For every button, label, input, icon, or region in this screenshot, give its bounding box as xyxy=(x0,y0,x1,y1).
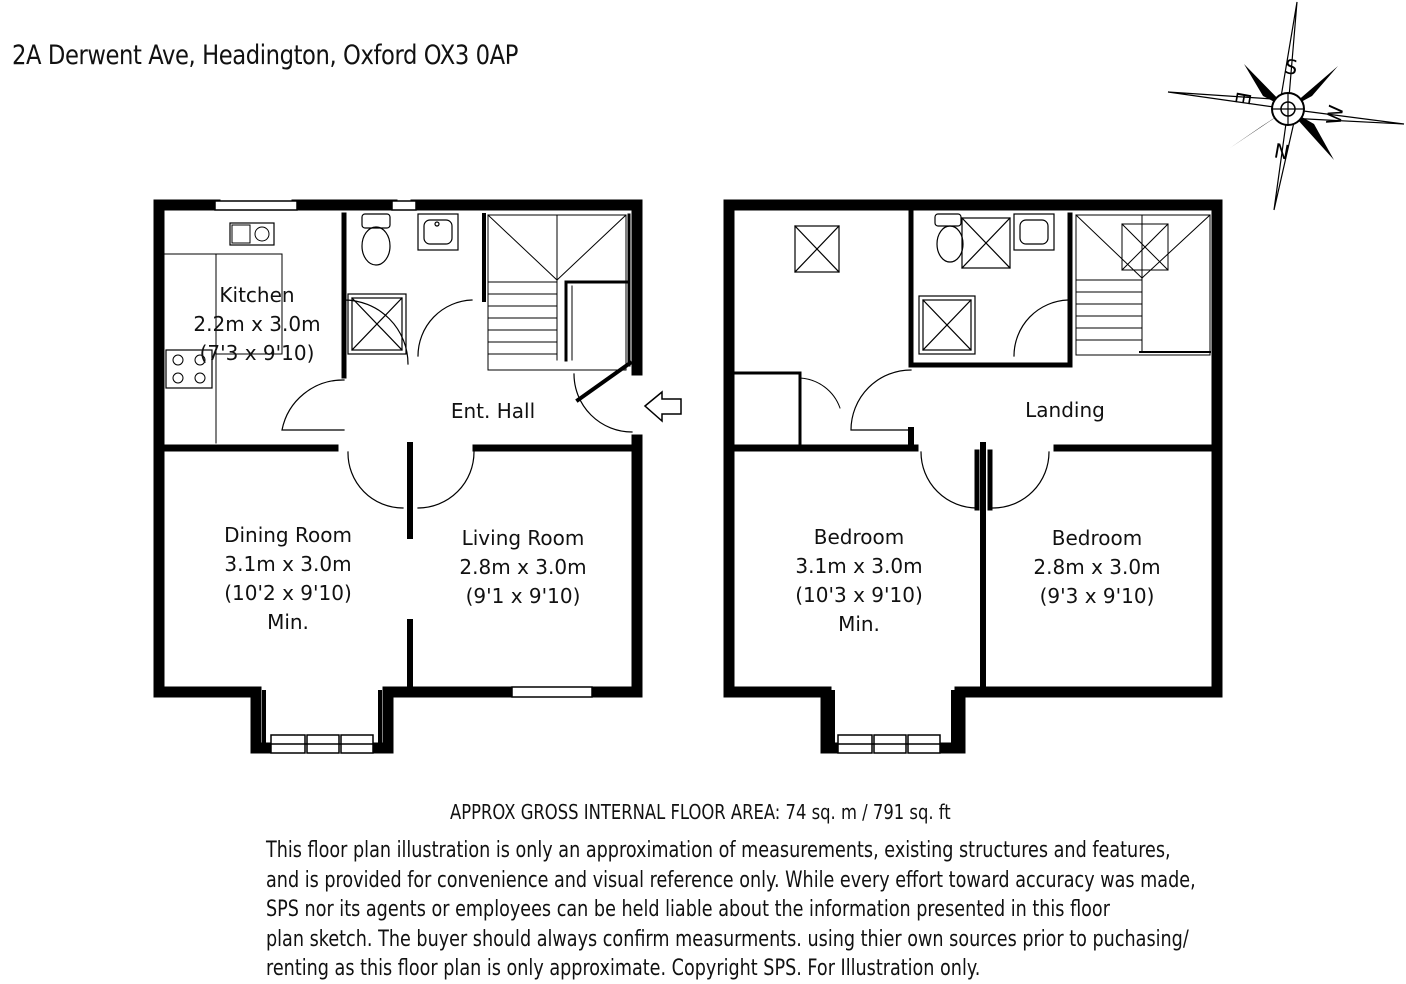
disclaimer-text xyxy=(266,836,1196,984)
shower-icon xyxy=(348,294,406,354)
first-floor-bay-window xyxy=(838,735,940,753)
living-size-m: 2.8m x 3.0m xyxy=(459,555,587,579)
compass-label-e: E xyxy=(1230,89,1256,107)
compass-label-n: N xyxy=(1272,137,1292,165)
compass-label-w: W xyxy=(1321,103,1349,127)
property-address: 2A Derwent Ave, Headington, Oxford OX3 0AP xyxy=(12,40,519,71)
kitchen-name: Kitchen xyxy=(219,283,295,307)
bedroom1-note: Min. xyxy=(838,612,880,636)
toilet-icon xyxy=(935,214,961,226)
dining-size-ft: (10'2 x 9'10) xyxy=(224,581,352,605)
disclaimer-line: This floor plan illustration is only an approximation of measurements, existing structures and features, xyxy=(266,838,1171,863)
wc-window xyxy=(392,201,416,210)
floor-area-summary: APPROX GROSS INTERNAL FLOOR AREA: 74 sq. m / 791 sq. ft xyxy=(450,800,951,824)
basin-icon xyxy=(418,214,458,250)
staircase xyxy=(488,215,626,370)
entrance-arrow-icon xyxy=(645,392,681,421)
kitchen-window xyxy=(215,201,297,210)
bedroom1-size-m: 3.1m x 3.0m xyxy=(795,554,923,578)
living-window xyxy=(512,687,592,697)
kitchen-sink-icon xyxy=(230,223,274,245)
bedroom2-size-m: 2.8m x 3.0m xyxy=(1033,555,1161,579)
bedroom1-size-ft: (10'3 x 9'10) xyxy=(795,583,923,607)
disclaimer-line: SPS nor its agents or employees can be held liable about the information presented in this floor xyxy=(266,897,1110,922)
kitchen-size-m: 2.2m x 3.0m xyxy=(193,312,321,336)
first-floor-staircase xyxy=(1076,215,1210,355)
bedroom2-size-ft: (9'3 x 9'10) xyxy=(1039,584,1155,608)
toilet-icon xyxy=(362,214,390,265)
living-size-ft: (9'1 x 9'10) xyxy=(465,584,581,608)
first-floor-plan xyxy=(729,205,1217,753)
compass-label-s: S xyxy=(1283,54,1300,80)
disclaimer-line: and is provided for convenience and visual reference only. While every effort toward accuracy was made, xyxy=(266,867,1196,893)
kitchen-size-ft: (7'3 x 9'10) xyxy=(199,341,315,365)
bay-window xyxy=(271,735,373,753)
hall-name: Ent. Hall xyxy=(450,399,536,423)
disclaimer-line: renting as this floor plan is only approximate. Copyright SPS. For Illustration only. xyxy=(266,956,981,981)
dining-size-m: 3.1m x 3.0m xyxy=(224,552,352,576)
bedroom2-name: Bedroom xyxy=(1051,526,1143,550)
living-name: Living Room xyxy=(461,526,585,550)
room-labels xyxy=(193,283,1160,636)
dining-note: Min. xyxy=(267,610,309,634)
bedroom1-name: Bedroom xyxy=(813,525,905,549)
disclaimer-line: plan sketch. The buyer should always confirm measurments. using thier own sources prior to puchasing/ xyxy=(266,926,1189,952)
compass-rose xyxy=(1168,2,1404,210)
landing-name: Landing xyxy=(1025,398,1105,422)
dining-name: Dining Room xyxy=(224,523,352,547)
